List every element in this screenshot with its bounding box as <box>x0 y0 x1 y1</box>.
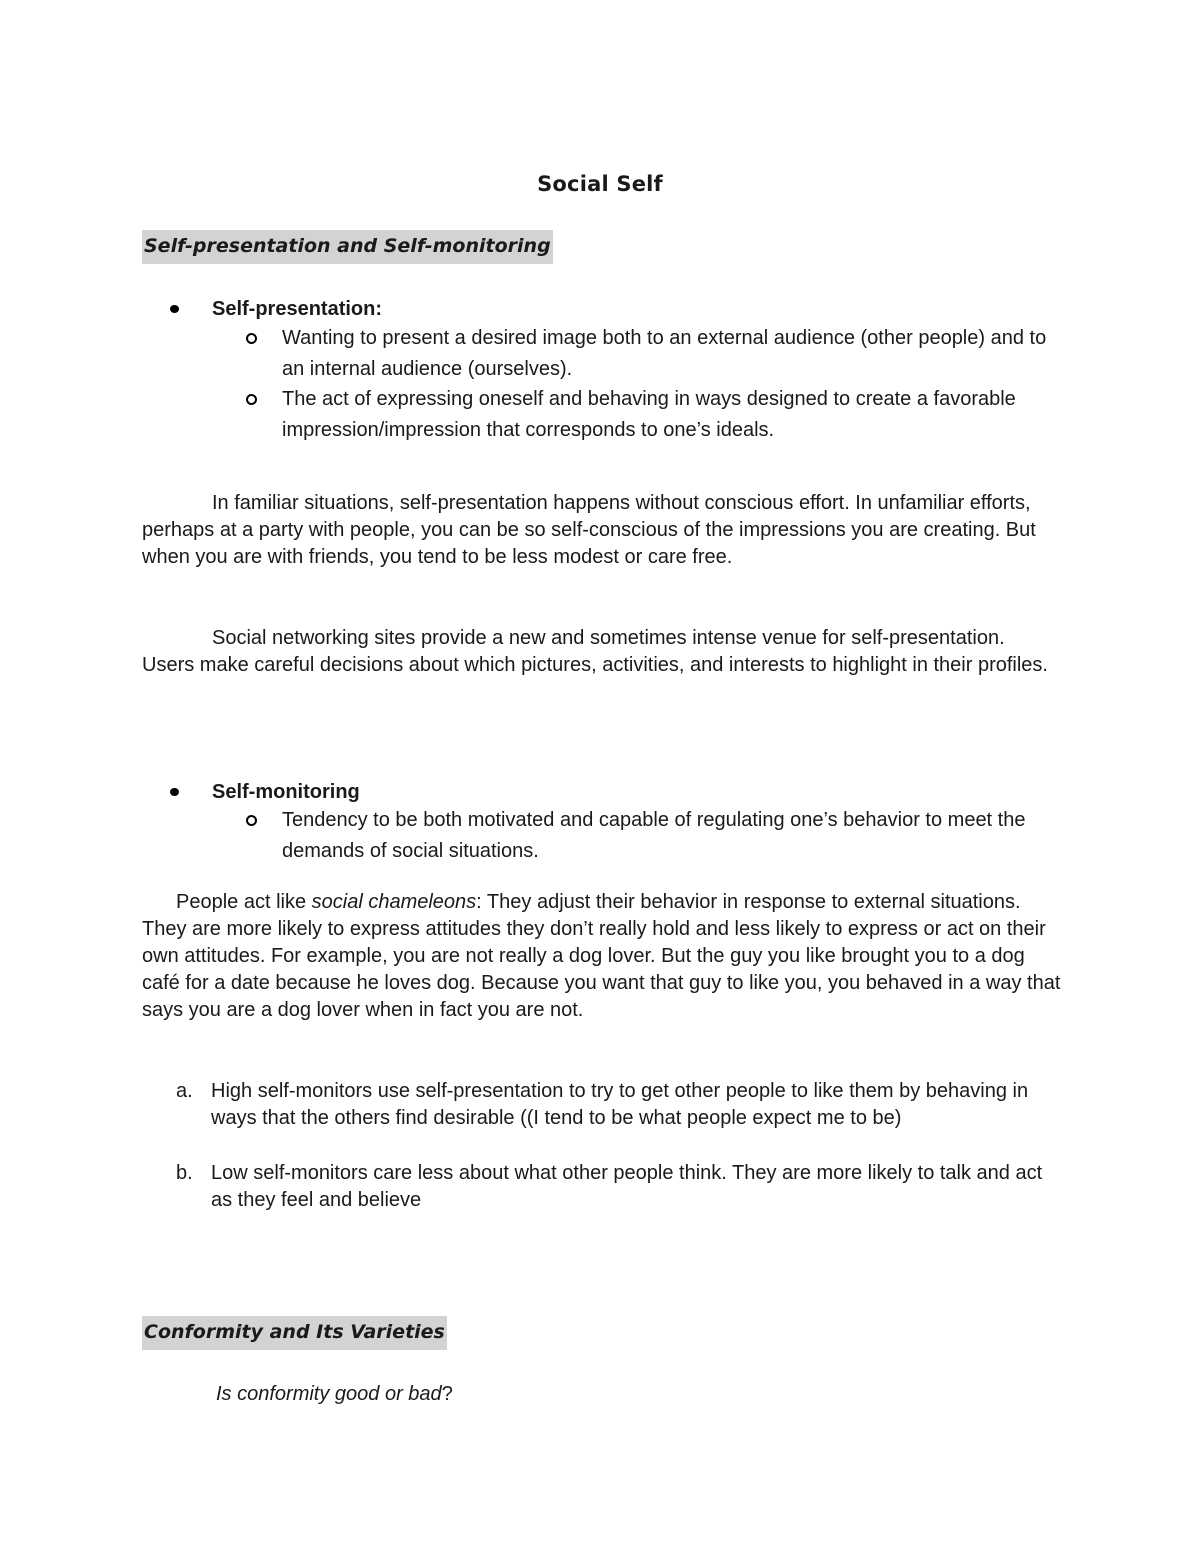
question-italic: Is conformity good or bad <box>216 1383 442 1405</box>
paragraph-familiar-situations <box>142 490 1062 571</box>
bullet-icon <box>170 788 179 796</box>
question-mark: ? <box>441 1383 453 1405</box>
conformity-question <box>216 1380 453 1408</box>
list-marker: b. <box>176 1162 193 1184</box>
hollow-circle-bullet-icon <box>246 333 257 344</box>
list-item-text: Low self-monitors care less about what other people think. They are more likely to talk and act as they feel and believe <box>211 1162 1043 1211</box>
sub-bullet-text: Wanting to present a desired image both to an external audience (other people) and to an internal audience (ourselves). <box>282 327 1047 380</box>
paragraph-text: Social networking sites provide a new and sometimes intense venue for self-presentation. Users make careful decisions about which pictures, activities, and interests to highlight in their profiles. <box>142 627 1048 676</box>
sub-bullet-text: Tendency to be both motivated and capable of regulating one’s behavior to meet the demands of social situations. <box>282 809 1026 862</box>
section-heading-conformity: Conformity and Its Varieties <box>142 1316 447 1350</box>
list-item-text: High self-monitors use self-presentation to try to get other people to like them by behaving in ways that the others find desirable ((I tend to be what people expect me to be) <box>211 1080 1029 1129</box>
paragraph-text: In familiar situations, self-presentation happens without conscious effort. In unfamiliar efforts, perhaps at a party with people, you can be so self-conscious of the impressions you are creating. But when you are with friends, you tend to be less modest or care free. <box>142 492 1036 568</box>
hollow-circle-bullet-icon <box>246 815 257 826</box>
bullet-label: Self-monitoring <box>212 781 360 803</box>
paragraph-lead: People act like <box>176 891 312 913</box>
bullet-icon <box>170 305 179 313</box>
paragraph-social-chameleons <box>142 889 1062 1024</box>
paragraph-social-networking <box>142 625 1062 679</box>
list-marker: a. <box>176 1080 193 1102</box>
section-heading-self-presentation: Self-presentation and Self-monitoring <box>142 230 553 264</box>
bullet-label: Self-presentation: <box>212 298 383 320</box>
hollow-circle-bullet-icon <box>246 394 257 405</box>
emphasis-term: social chameleons <box>311 891 477 913</box>
document-title: Social Self <box>537 172 663 196</box>
paragraph-rest: : They adjust their behavior in response to external situations. They are more likely to express attitudes they don’t really hold and less likely to express or act on their own attitudes. For example, you are not really a dog lover. But the guy you like brought you to a dog café for a date because he loves dog. Because you want that guy to like you, you behaved in a way that says you are a dog lover when in fact you are not. <box>142 891 1061 1021</box>
sub-bullet-text: The act of expressing oneself and behaving in ways designed to create a favorable impression/impression that corresponds to one’s ideals. <box>282 388 1016 441</box>
